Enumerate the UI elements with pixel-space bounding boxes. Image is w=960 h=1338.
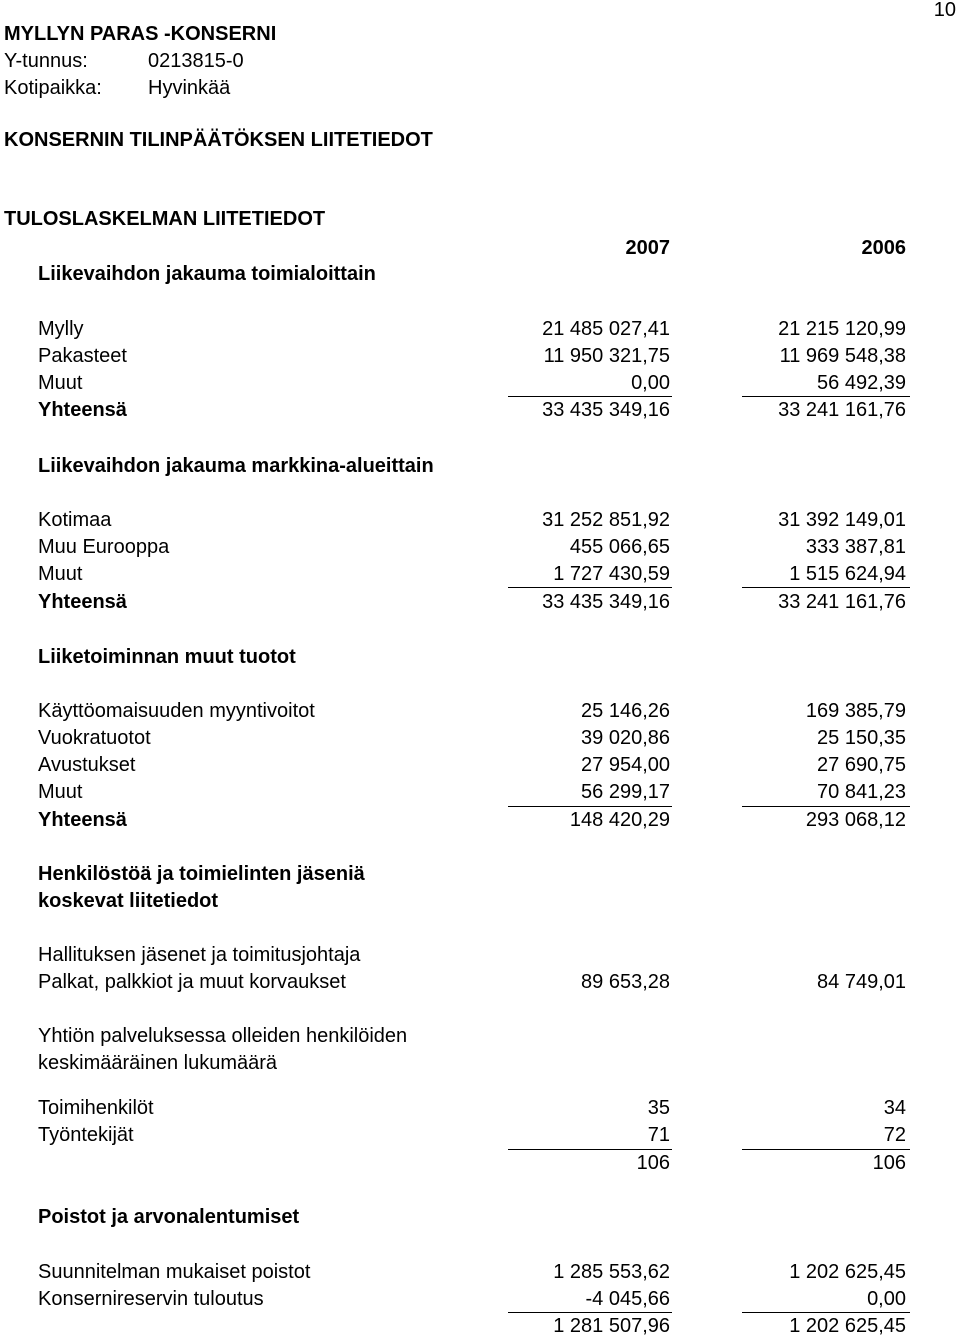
- s3-total-2006: 293 068,12: [805, 809, 906, 831]
- s2-row-label: Muut: [38, 563, 83, 585]
- s2-row-2006: 1 515 624,94: [789, 563, 906, 585]
- s2-row-label: Muu Eurooppa: [38, 536, 170, 558]
- kotipaikka-label: Kotipaikka:: [4, 77, 102, 99]
- s3-total-label: Yhteensä: [38, 809, 127, 831]
- s4-pay-label: Palkat, palkkiot ja muut korvaukset: [38, 971, 346, 993]
- section-title: TULOSLASKELMAN LIITETIEDOT: [4, 208, 326, 230]
- s3-row-2006: 27 690,75: [817, 754, 906, 776]
- s4-title-line2: koskevat liitetiedot: [38, 890, 219, 912]
- year-header-2007: 2007: [625, 237, 670, 259]
- company-name: MYLLYN PARAS -KONSERNI: [4, 23, 277, 45]
- s4-total-2007: 106: [636, 1152, 670, 1174]
- document-title: KONSERNIN TILINPÄÄTÖKSEN LIITETIEDOT: [4, 129, 433, 151]
- s4-subheading-staff-line2: keskimääräinen lukumäärä: [38, 1052, 278, 1074]
- s2-row-2006: 31 392 149,01: [778, 509, 906, 531]
- s3-sum-rule-2006: [742, 806, 910, 807]
- s2-row-2006: 333 387,81: [805, 536, 906, 558]
- s1-row-2007: 0,00: [631, 372, 670, 394]
- s4-total-2006: 106: [872, 1152, 906, 1174]
- s4-sum-rule-2007: [508, 1149, 672, 1150]
- s3-row-label: Avustukset: [38, 754, 136, 776]
- s1-sum-rule-2006: [742, 396, 910, 397]
- s1-row-label: Muut: [38, 372, 83, 394]
- s5-sum-rule-2006: [742, 1312, 910, 1313]
- s1-row-2006: 11 969 548,38: [779, 345, 906, 367]
- s1-total-label: Yhteensä: [38, 399, 127, 421]
- s3-row-2006: 70 841,23: [817, 781, 906, 803]
- s1-row-2006: 56 492,39: [817, 372, 906, 394]
- page-number: 10: [933, 0, 956, 21]
- s5-total-2006: 1 202 625,45: [789, 1315, 906, 1337]
- s1-row-2007: 21 485 027,41: [542, 318, 670, 340]
- s3-row-2007: 25 146,26: [581, 700, 670, 722]
- year-header-2006: 2006: [861, 237, 906, 259]
- s2-total-label: Yhteensä: [38, 591, 127, 613]
- s2-sum-rule-2007: [508, 587, 672, 588]
- s2-row-label: Kotimaa: [38, 509, 112, 531]
- s3-row-2007: 56 299,17: [581, 781, 670, 803]
- s4-row-label: Toimihenkilöt: [38, 1097, 154, 1119]
- s5-row-2006: 1 202 625,45: [789, 1261, 906, 1283]
- s5-row-2007: 1 285 553,62: [553, 1261, 670, 1283]
- s5-row-label: Suunnitelman mukaiset poistot: [38, 1261, 311, 1283]
- s2-title: Liikevaihdon jakauma markkina-alueittain: [38, 455, 434, 477]
- s4-pay-2007: 89 653,28: [581, 971, 670, 993]
- s1-row-2007: 11 950 321,75: [543, 345, 670, 367]
- s3-row-2007: 39 020,86: [581, 727, 670, 749]
- s3-total-2007: 148 420,29: [569, 809, 670, 831]
- s2-row-2007: 1 727 430,59: [553, 563, 670, 585]
- s3-sum-rule-2007: [508, 806, 672, 807]
- s4-row-2007: 35: [647, 1097, 670, 1119]
- s4-subheading-board: Hallituksen jäsenet ja toimitusjohtaja: [38, 944, 361, 966]
- s1-total-2006: 33 241 161,76: [778, 399, 906, 421]
- s1-row-label: Pakasteet: [38, 345, 127, 367]
- s4-title-line1: Henkilöstöä ja toimielinten jäseniä: [38, 863, 365, 885]
- s4-row-2006: 34: [883, 1097, 906, 1119]
- s5-row-2006: 0,00: [867, 1288, 906, 1310]
- s4-row-2007: 71: [647, 1124, 670, 1146]
- s5-total-2007: 1 281 507,96: [553, 1315, 670, 1337]
- s2-sum-rule-2006: [742, 587, 910, 588]
- s2-total-2007: 33 435 349,16: [542, 591, 670, 613]
- s1-row-2006: 21 215 120,99: [778, 318, 906, 340]
- s1-sum-rule-2007: [508, 396, 672, 397]
- s4-subheading-staff-line1: Yhtiön palveluksessa olleiden henkilöiden: [38, 1025, 408, 1047]
- s4-row-2006: 72: [883, 1124, 906, 1146]
- s3-row-label: Muut: [38, 781, 83, 803]
- ytunnus-label: Y-tunnus:: [4, 50, 88, 72]
- s3-row-2006: 169 385,79: [805, 700, 906, 722]
- s3-row-2006: 25 150,35: [817, 727, 906, 749]
- s2-row-2007: 31 252 851,92: [542, 509, 670, 531]
- s1-row-label: Mylly: [38, 318, 84, 340]
- s4-pay-2006: 84 749,01: [817, 971, 906, 993]
- s3-title: Liiketoiminnan muut tuotot: [38, 646, 296, 668]
- s5-row-label: Konsernireservin tuloutus: [38, 1288, 264, 1310]
- s2-total-2006: 33 241 161,76: [778, 591, 906, 613]
- s3-row-label: Käyttöomaisuuden myyntivoitot: [38, 700, 315, 722]
- s3-row-2007: 27 954,00: [581, 754, 670, 776]
- s1-title: Liikevaihdon jakauma toimialoittain: [38, 263, 376, 285]
- s1-total-2007: 33 435 349,16: [542, 399, 670, 421]
- s5-sum-rule-2007: [508, 1312, 672, 1313]
- ytunnus-value: 0213815-0: [148, 50, 244, 72]
- s5-title: Poistot ja arvonalentumiset: [38, 1206, 300, 1228]
- kotipaikka-value: Hyvinkää: [148, 77, 231, 99]
- s2-row-2007: 455 066,65: [569, 536, 670, 558]
- s5-row-2007: -4 045,66: [585, 1288, 670, 1310]
- s4-sum-rule-2006: [742, 1149, 910, 1150]
- s4-row-label: Työntekijät: [38, 1124, 134, 1146]
- s3-row-label: Vuokratuotot: [38, 727, 151, 749]
